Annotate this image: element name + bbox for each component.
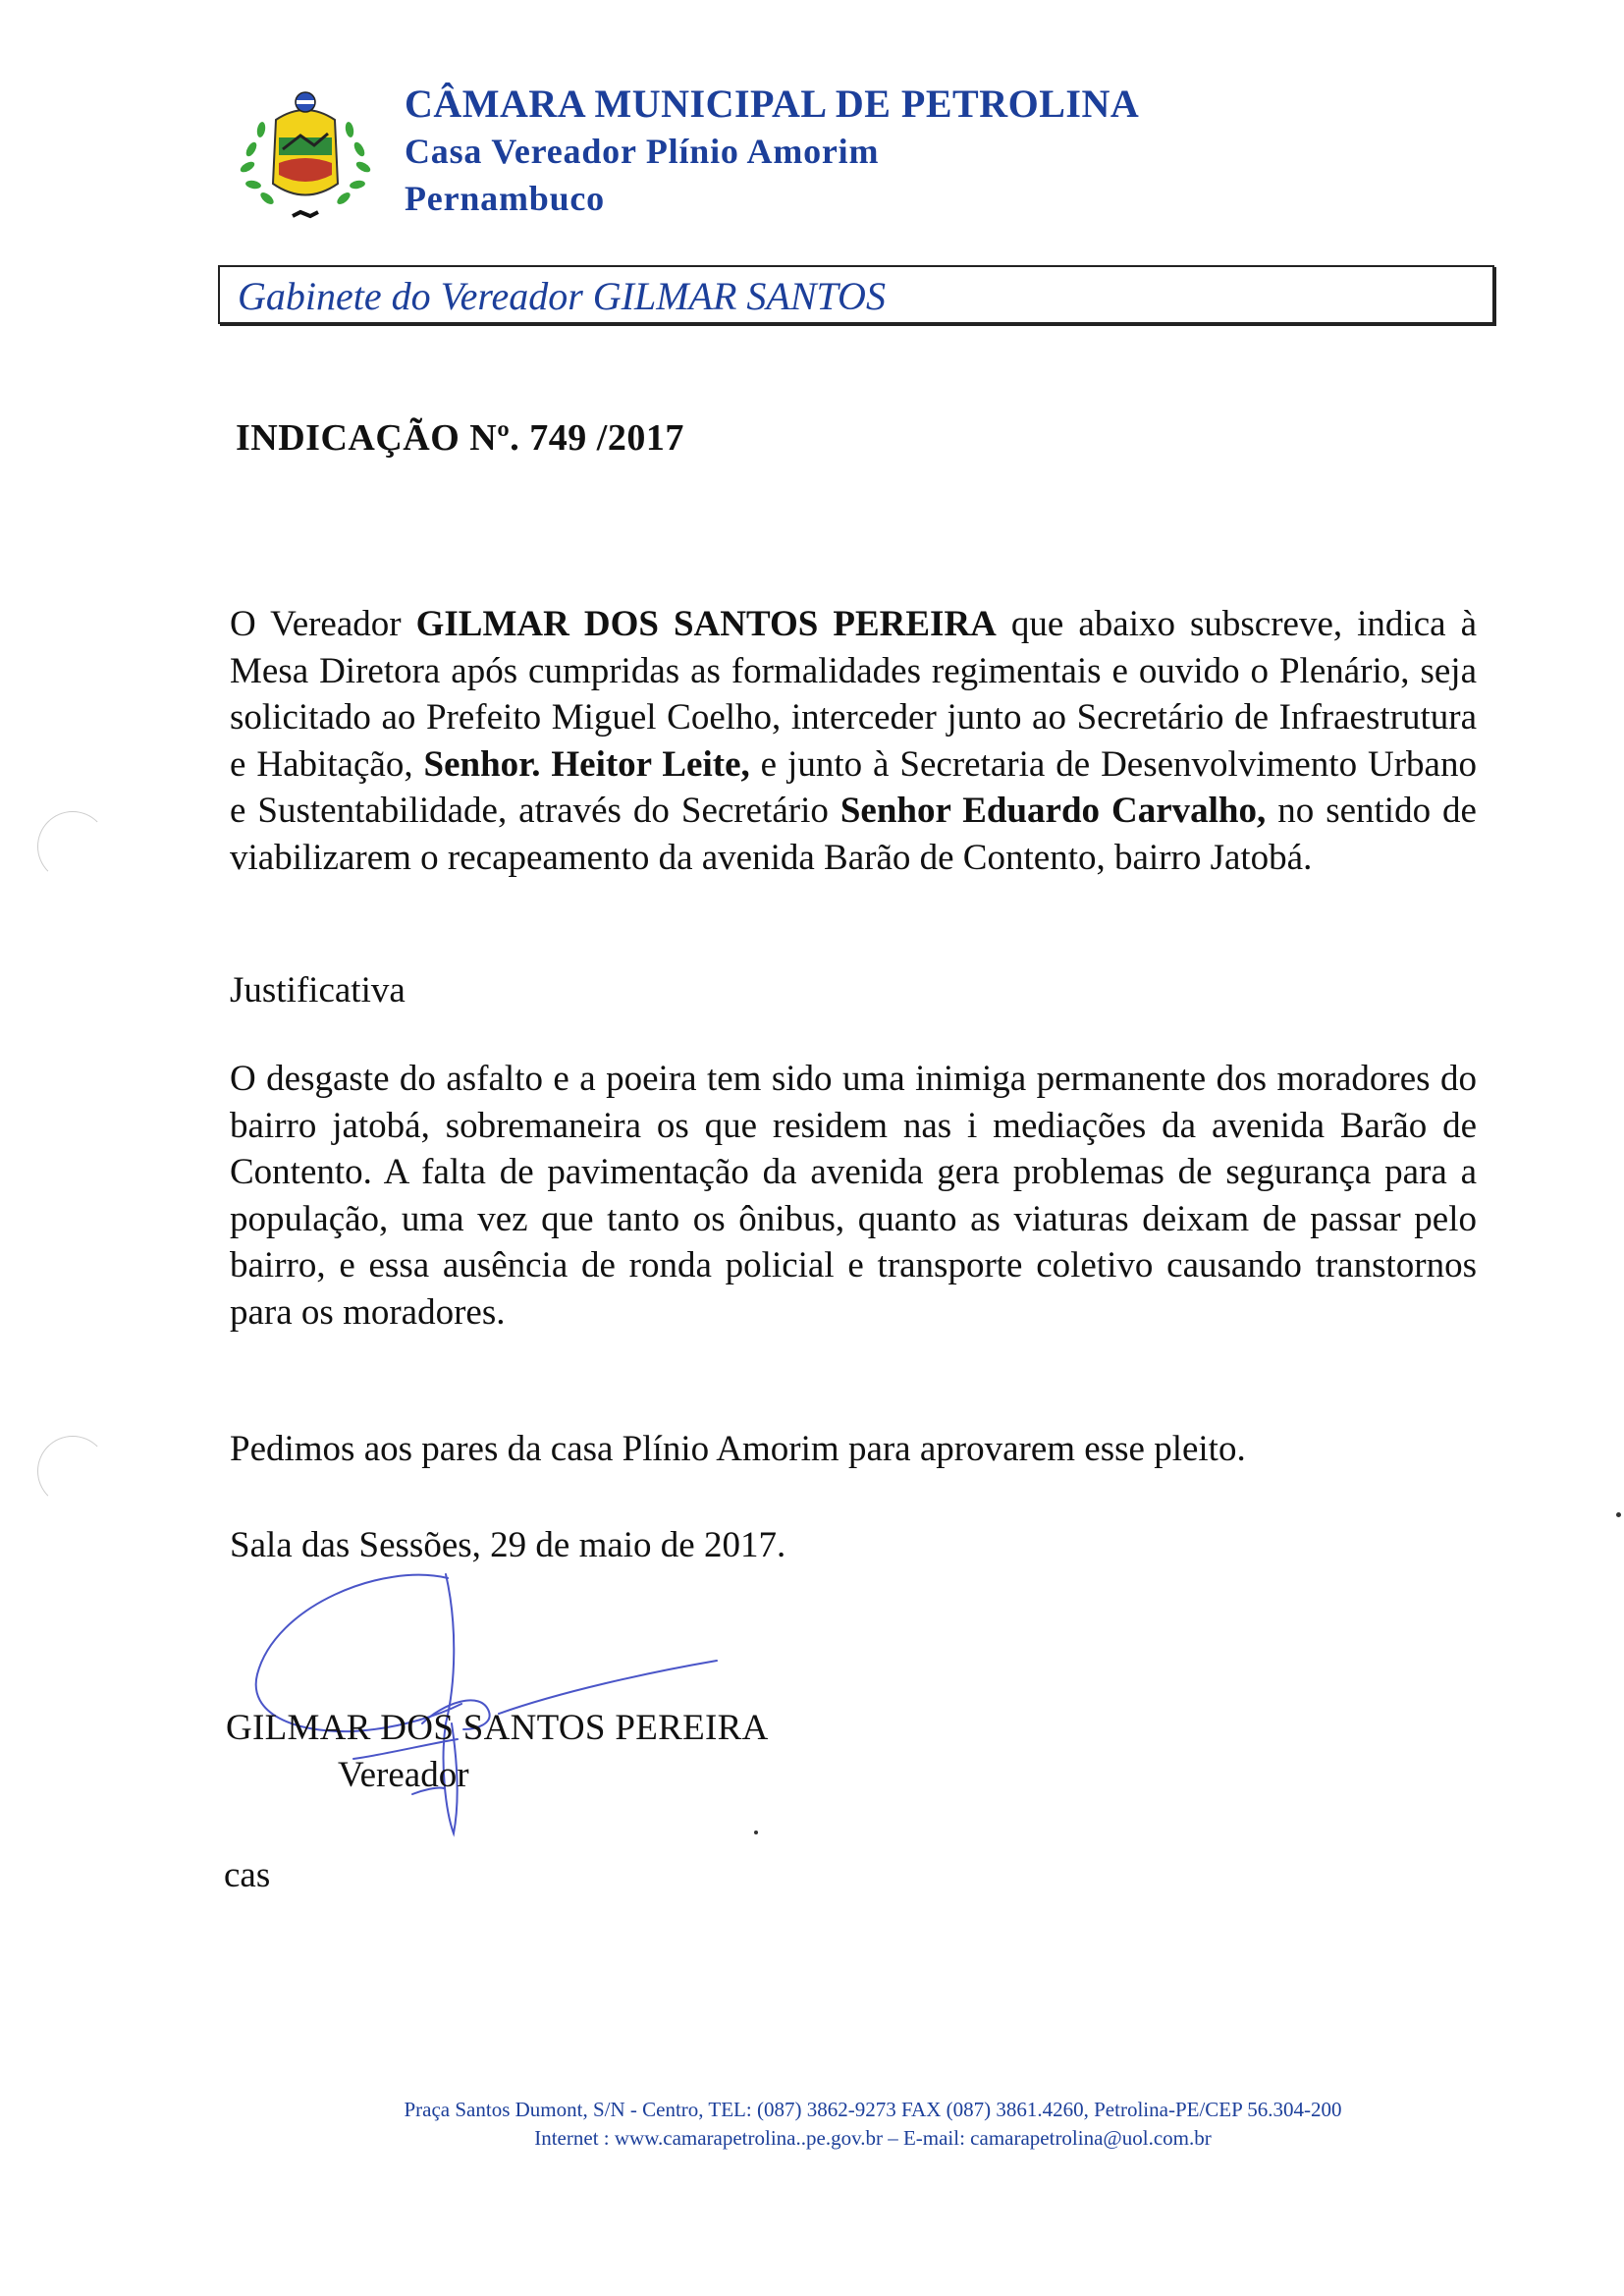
- secretary-eduardo-bold: Senhor Eduardo Carvalho,: [839, 791, 1267, 831]
- p1-text-g: no sentido de viabilizarem o recapeamento da avenida Barão de Contento, bairro Jatobá.: [230, 791, 1477, 878]
- document-title: INDICAÇÃO Nº. 749 /2017: [236, 417, 684, 459]
- institution-name: CÂMARA MUNICIPAL DE PETROLINA: [405, 82, 1140, 126]
- scan-speck: [1616, 1512, 1621, 1517]
- cabinet-title: Gabinete do Vereador GILMAR SANTOS: [238, 274, 886, 318]
- institution-header: [405, 81, 1139, 222]
- signatory-name: GILMAR DOS SANTOS PEREIRA: [226, 1708, 769, 1748]
- cabinet-banner: [218, 265, 1494, 324]
- session-date: Sala das Sessões, 29 de maio de 2017.: [230, 1525, 786, 1565]
- scan-speck: [754, 1831, 758, 1834]
- secretary-heitor-bold: Senhor. Heitor Leite,: [423, 743, 750, 785]
- p1-text-c: que abaixo subscreve, indica à Mesa Diretora após cumpridas as formalidades regimentais e ouvido o Plenário, seja solicitado ao Prefeito Miguel Coelho, interceder junto ao Secretário de Infraestrutura e Habitação,: [230, 604, 1477, 785]
- councilor-name-bold: GILMAR DOS SANTOS PEREIRA: [415, 604, 997, 644]
- punch-hole-mark: [37, 1436, 108, 1506]
- p1-text-e: e junto à Secretaria de Desenvolvimento Urbano e Sustentabilidade, através do Secretário: [230, 743, 1477, 831]
- justification-paragraph: O desgaste do asfalto e a poeira tem sido uma inimiga permanente dos moradores do bairro jatobá, sobremaneira os que residem nas i mediações da avenida Barão de Contento. A falta de pavimentação da avenida gera problemas de segurança para a população, uma vez que tanto os ônibus, quanto as viaturas deixam de passar pelo bairro, e essa ausência de ronda policial e transporte coletivo causando transtornos para os moradores.: [230, 1059, 1477, 1333]
- institution-house: Casa Vereador Plínio Amorim: [405, 132, 880, 171]
- punch-hole-mark: [37, 811, 108, 882]
- p1-text-a: O Vereador: [230, 604, 416, 644]
- footer-contact: Internet : www.camarapetrolina..pe.gov.br – E-mail: camarapetrolina@uol.com.br: [534, 2126, 1212, 2150]
- request-paragraph: Pedimos aos pares da casa Plínio Amorim para aprovarem esse pleito.: [230, 1429, 1246, 1469]
- justification-heading: Justificativa: [230, 970, 406, 1011]
- indication-paragraph: [230, 601, 1477, 881]
- typist-initials: cas: [224, 1855, 271, 1895]
- institution-state: Pernambuco: [405, 179, 605, 218]
- signatory-role: Vereador: [338, 1755, 469, 1795]
- municipal-crest-logo: [232, 81, 379, 228]
- footer-address: Praça Santos Dumont, S/N - Centro, TEL: (087) 3862-9273 FAX (087) 3861.4260, Petrolina-PE/CEP 56.304-200: [404, 2098, 1342, 2121]
